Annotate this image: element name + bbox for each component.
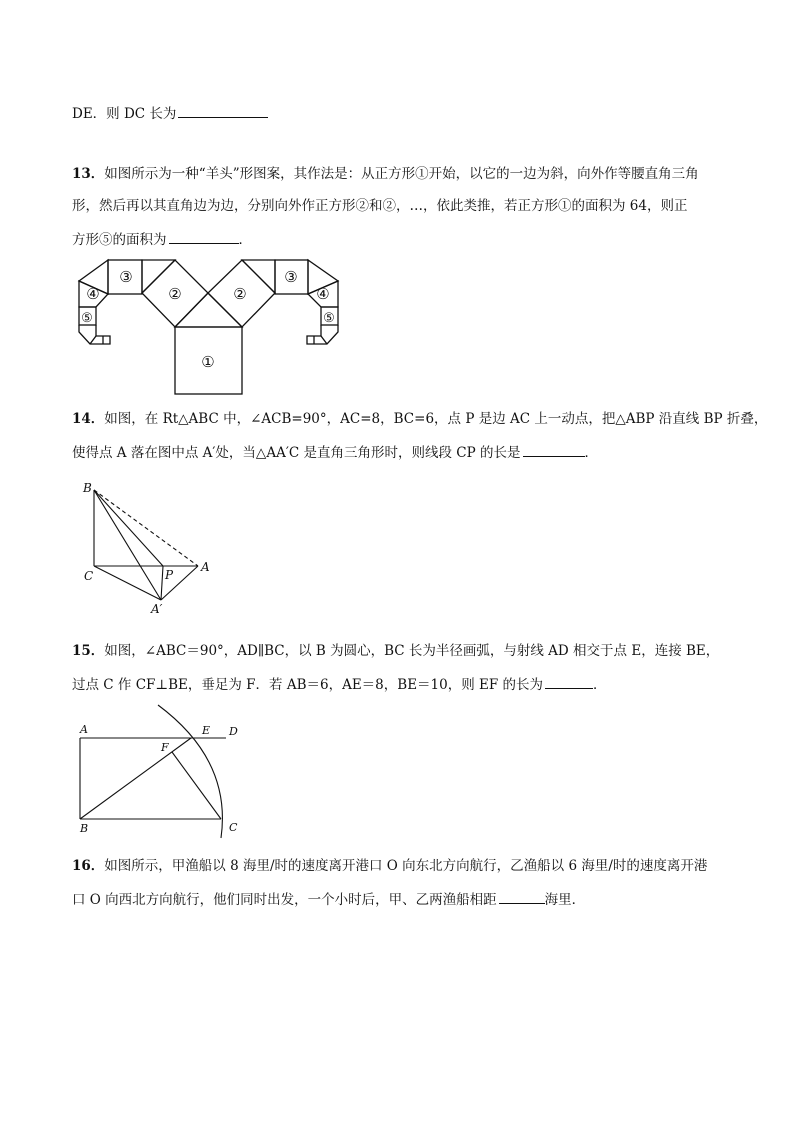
q15-number: 15． xyxy=(72,643,105,659)
q14-number: 14． xyxy=(72,411,105,427)
q15-text-1: 如图，∠ABC＝90°，AD∥BC，以 B 为圆心，BC 长为半径画弧，与射线 AD 相交于点 E，连接 BE， xyxy=(104,643,720,659)
label-square-4-right: ④ xyxy=(316,285,330,303)
q16-text-2: 口 O 向西北方向航行，他们同时出发，一个小时后，甲、乙两渔船相距 xyxy=(72,892,497,908)
q12-tail-text: DE．则 DC 长为 xyxy=(72,106,177,122)
label-A: A xyxy=(201,560,210,574)
label-F: F xyxy=(161,741,169,754)
label-P: P xyxy=(165,568,174,582)
q14-text-2-end: ． xyxy=(584,445,598,461)
q16-number: 16． xyxy=(72,858,105,874)
q16-line-1 xyxy=(72,858,707,874)
label-square-4-left: ④ xyxy=(86,285,100,303)
q13-text-3-end: ． xyxy=(238,232,252,248)
label-square-3-left: ③ xyxy=(119,268,133,286)
label-C: C xyxy=(229,821,238,834)
q16-answer-blank xyxy=(499,890,545,904)
label-C: C xyxy=(84,569,94,583)
label-square-5-left: ⑤ xyxy=(81,311,93,326)
q16-line-2 xyxy=(72,890,585,908)
label-B: B xyxy=(83,481,92,495)
q13-number: 13． xyxy=(72,166,105,182)
label-B: B xyxy=(80,822,89,835)
label-square-1: ① xyxy=(201,353,215,371)
label-A: A xyxy=(80,723,88,736)
segment-BE xyxy=(80,738,191,819)
label-square-5-right: ⑤ xyxy=(323,311,335,326)
q16-text-2-end: 海里． xyxy=(544,892,586,908)
label-A-prime: A′ xyxy=(151,602,163,616)
arc-BC xyxy=(158,705,222,838)
q14-text-1: 如图，在 Rt△ABC 中，∠ACB=90°，AC=8，BC=6，点 P 是边 AC 上一动点，把△ABP 沿直线 BP 折叠， xyxy=(104,411,768,427)
label-E: E xyxy=(202,724,211,737)
q13-text-2: 形，然后再以其直角边为边，分别向外作正方形②和②，…，依此类推，若正方形①的面积为 64，则正 xyxy=(72,198,688,214)
q13-text-1: 如图所示为一种“羊头”形图案，其作法是：从正方形①开始，以它的一边为斜，向外作等腰直角三角 xyxy=(104,166,699,182)
label-square-2-right: ② xyxy=(233,285,247,303)
q14-text-2: 使得点 A 落在图中点 A′处，当△AA′C 是直角三角形时，则线段 CP 的长是 xyxy=(72,445,521,461)
q15-text-2-end: ． xyxy=(593,677,607,693)
q16-text-1: 如图所示，甲渔船以 8 海里/时的速度离开港口 O 向东北方向航行，乙渔船以 6 海里/时的速度离开港 xyxy=(104,858,708,874)
segment-CF xyxy=(172,752,221,819)
label-D: D xyxy=(229,725,238,738)
label-square-3-right: ③ xyxy=(284,268,298,286)
q15-text-2: 过点 C 作 CF⊥BE，垂足为 F．若 AB＝6，AE＝8，BE＝10，则 EF 的长为 xyxy=(72,677,544,693)
label-square-2-left: ② xyxy=(168,285,182,303)
q13-text-3: 方形⑤的面积为 xyxy=(72,232,167,248)
